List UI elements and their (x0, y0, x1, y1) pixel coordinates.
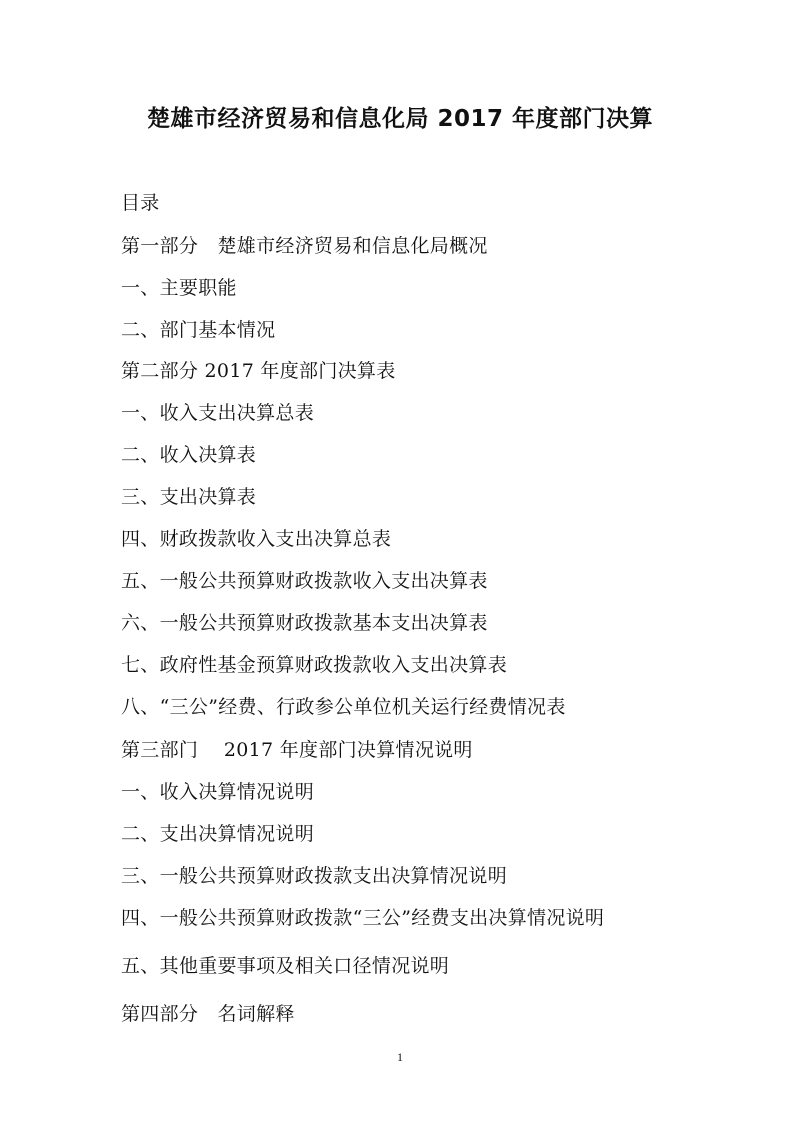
toc-item: 五、一般公共预算财政拨款收入支出决算表 (121, 570, 488, 592)
toc-item: 五、其他重要事项及相关口径情况说明 (121, 955, 450, 977)
toc-part-1: 第一部分 楚雄市经济贸易和信息化局概况 (121, 235, 488, 257)
toc-item: 一、主要职能 (121, 277, 237, 299)
toc-part-4: 第四部分 名词解释 (121, 1003, 295, 1025)
toc-part-2: 第二部分 2017 年度部门决算表 (121, 360, 396, 382)
toc-part-3: 第三部门 2017 年度部门决算情况说明 (121, 739, 473, 761)
toc-item: 一、收入支出决算总表 (121, 402, 315, 424)
toc-item: 一、收入决算情况说明 (121, 781, 315, 803)
toc-item: 四、财政拨款收入支出决算总表 (121, 528, 392, 550)
toc-item: 三、支出决算表 (121, 486, 257, 508)
toc-item: 二、部门基本情况 (121, 319, 276, 341)
toc-item: 七、政府性基金预算财政拨款收入支出决算表 (121, 654, 508, 676)
toc-item: 四、一般公共预算财政拨款“三公”经费支出决算情况说明 (121, 907, 605, 929)
page-number: 1 (397, 1050, 403, 1064)
toc-item: 六、一般公共预算财政拨款基本支出决算表 (121, 612, 488, 634)
toc-heading: 目录 (121, 192, 160, 214)
toc-item: 二、收入决算表 (121, 444, 257, 466)
page-title: 楚雄市经济贸易和信息化局 2017 年度部门决算 (146, 106, 654, 132)
toc-item: 三、一般公共预算财政拨款支出决算情况说明 (121, 865, 508, 887)
toc-item: 二、支出决算情况说明 (121, 823, 315, 845)
toc-item: 八、“三公”经费、行政参公单位机关运行经费情况表 (121, 696, 566, 718)
